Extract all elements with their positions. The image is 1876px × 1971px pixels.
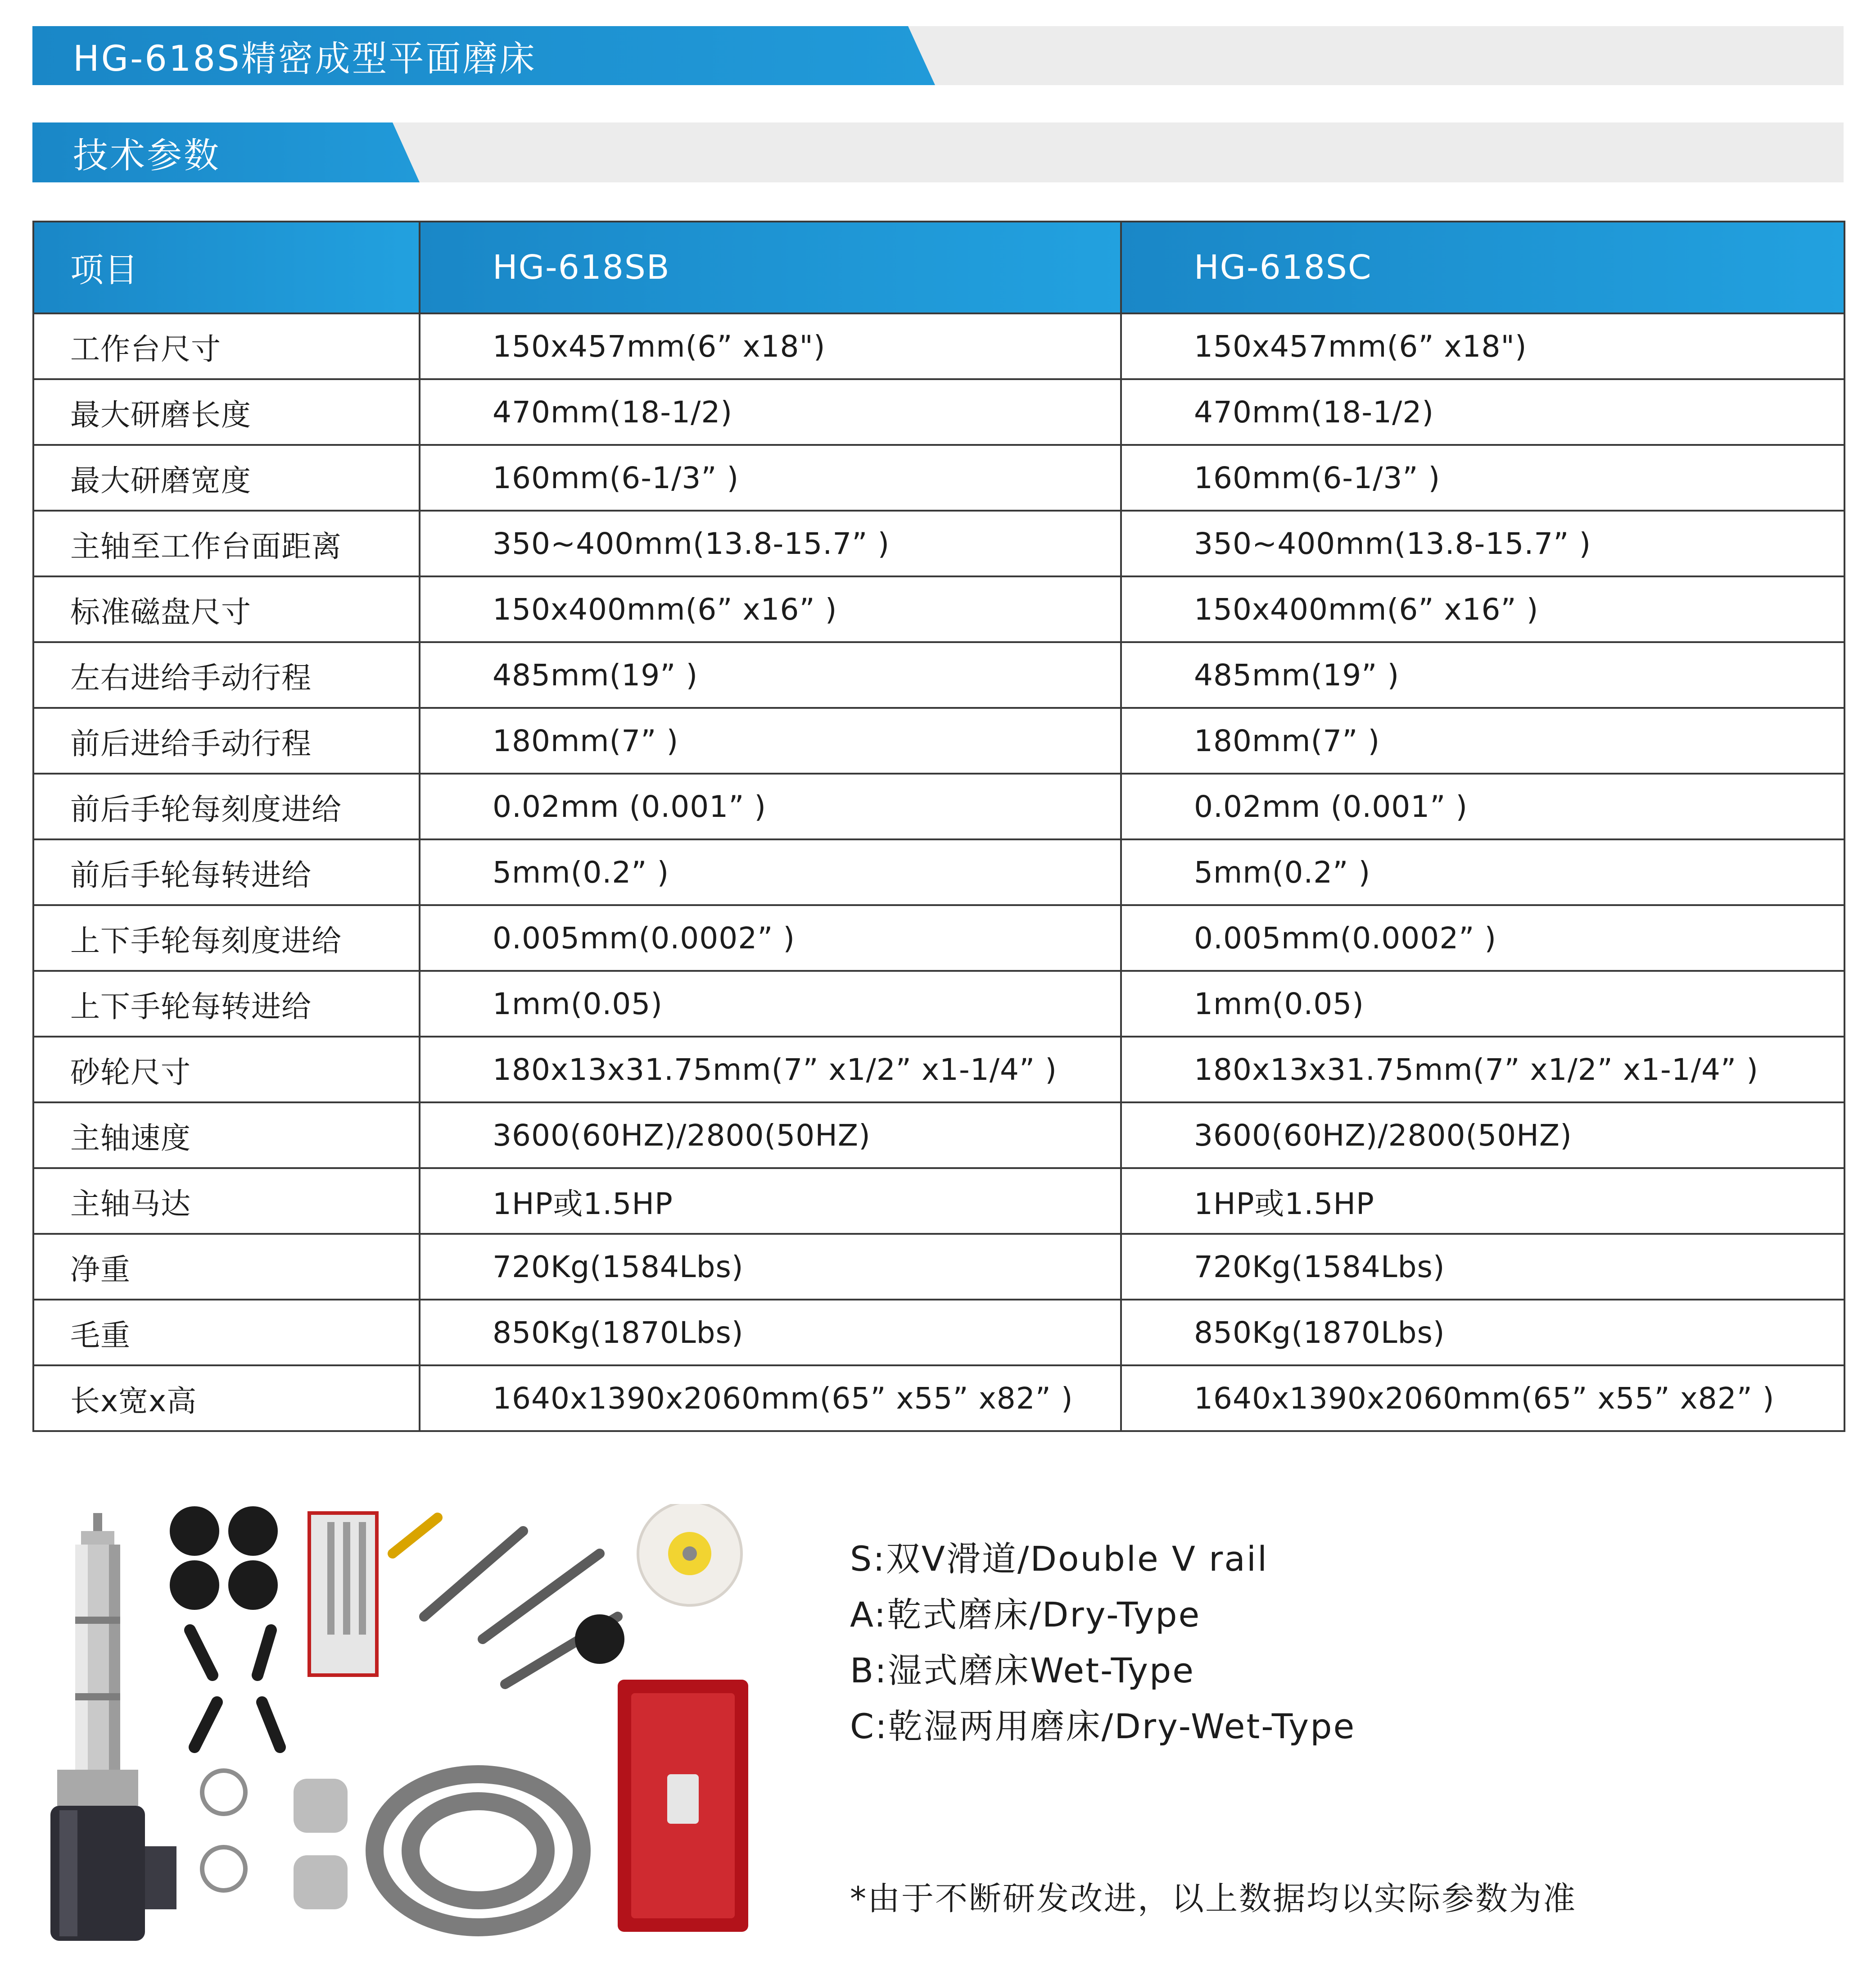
spec-value-sc: 150x457mm(6” x18"): [1121, 313, 1844, 379]
spec-value-sc: 1HP或1.5HP: [1121, 1168, 1844, 1234]
header-item: 项目: [33, 222, 420, 313]
spec-value-sb: 720Kg(1584Lbs): [420, 1234, 1121, 1300]
spec-value-sb: 1HP或1.5HP: [420, 1168, 1121, 1234]
spec-label: 前后手轮每刻度进给: [33, 774, 420, 839]
spec-label: 上下手轮每转进给: [33, 971, 420, 1037]
spec-label: 长x宽x高: [33, 1365, 420, 1431]
hex-key-set: [309, 1513, 377, 1675]
spec-label: 主轴至工作台面距离: [33, 511, 420, 576]
hose-clamps: [202, 1771, 245, 1890]
legend-item: B:湿式磨床Wet-Type: [850, 1650, 1195, 1690]
table-row: [33, 905, 1844, 971]
accessories-photo: [32, 1504, 753, 1959]
spec-value-sb: 3600(60HZ)/2800(50HZ): [420, 1102, 1121, 1168]
title-banner: [32, 26, 1844, 85]
spec-label: 左右进给手动行程: [33, 642, 420, 708]
spec-value-sc: 3600(60HZ)/2800(50HZ): [1121, 1102, 1844, 1168]
spec-value-sb: 850Kg(1870Lbs): [420, 1300, 1121, 1365]
spec-value-sb: 160mm(6-1/3” ): [420, 445, 1121, 511]
spec-label: 工作台尺寸: [33, 313, 420, 379]
spec-value-sc: 350~400mm(13.8-15.7” ): [1121, 511, 1844, 576]
section-title: 技术参数: [73, 135, 221, 176]
spec-label: 主轴马达: [33, 1168, 420, 1234]
spec-table: [32, 221, 1845, 1432]
spec-value-sb: 180mm(7” ): [420, 708, 1121, 774]
spec-value-sb: 1640x1390x2060mm(65” x55” x82” ): [420, 1365, 1121, 1431]
spec-label: 最大研磨长度: [33, 379, 420, 445]
toolbox: [618, 1680, 748, 1932]
spec-value-sc: 485mm(19” ): [1121, 642, 1844, 708]
table-row: [33, 708, 1844, 774]
spec-value-sc: 5mm(0.2” ): [1121, 839, 1844, 905]
spec-value-sc: 180mm(7” ): [1121, 708, 1844, 774]
spec-value-sb: 0.02mm (0.001” ): [420, 774, 1121, 839]
header-model-sc: HG-618SC: [1121, 222, 1844, 313]
wrenches: [393, 1518, 618, 1684]
table-row: [33, 1102, 1844, 1168]
table-row: [33, 576, 1844, 642]
spec-label: 主轴速度: [33, 1102, 420, 1168]
spec-value-sc: 850Kg(1870Lbs): [1121, 1300, 1844, 1365]
spec-value-sb: 470mm(18-1/2): [420, 379, 1121, 445]
spec-label: 砂轮尺寸: [33, 1037, 420, 1102]
table-row: [33, 313, 1844, 379]
spec-value-sb: 350~400mm(13.8-15.7” ): [420, 511, 1121, 576]
section-banner: [32, 122, 1844, 182]
header-model-sb: HG-618SB: [420, 222, 1121, 313]
spec-value-sb: 5mm(0.2” ): [420, 839, 1121, 905]
table-row: [33, 839, 1844, 905]
spec-value-sb: 150x400mm(6” x16” ): [420, 576, 1121, 642]
table-header-row: [33, 222, 1844, 313]
spec-value-sb: 180x13x31.75mm(7” x1/2” x1-1/4” ): [420, 1037, 1121, 1102]
table-row: [33, 1037, 1844, 1102]
spec-label: 上下手轮每刻度进给: [33, 905, 420, 971]
bolts: [190, 1630, 280, 1747]
legend-item: C:乾湿两用磨床/Dry-Wet-Type: [850, 1706, 1356, 1746]
footnote: *由于不断研发改进，以上数据均以实际参数为准: [850, 1880, 1577, 1917]
table-row: [33, 1300, 1844, 1365]
table-row: [33, 1168, 1844, 1234]
table-row: [33, 379, 1844, 445]
spec-label: 标准磁盘尺寸: [33, 576, 420, 642]
grinding-wheel: [638, 1504, 741, 1605]
table-row: [33, 642, 1844, 708]
table-row: [33, 774, 1844, 839]
spec-label: 前后手轮每转进给: [33, 839, 420, 905]
table-row: [33, 1365, 1844, 1431]
table-row: [33, 971, 1844, 1037]
legend-item: A:乾式磨床/Dry-Type: [850, 1595, 1201, 1635]
hose-coil: [375, 1774, 582, 1927]
spec-value-sc: 470mm(18-1/2): [1121, 379, 1844, 445]
spec-value-sc: 1640x1390x2060mm(65” x55” x82” ): [1121, 1365, 1844, 1431]
spec-value-sb: 150x457mm(6” x18"): [420, 313, 1121, 379]
spec-value-sc: 720Kg(1584Lbs): [1121, 1234, 1844, 1300]
table-row: [33, 511, 1844, 576]
spec-label: 最大研磨宽度: [33, 445, 420, 511]
table-row: [33, 445, 1844, 511]
spec-value-sc: 0.005mm(0.0002” ): [1121, 905, 1844, 971]
model-legend: [850, 1531, 1356, 1754]
spec-value-sc: 180x13x31.75mm(7” x1/2” x1-1/4” ): [1121, 1037, 1844, 1102]
spec-value-sb: 1mm(0.05): [420, 971, 1121, 1037]
spec-label: 净重: [33, 1234, 420, 1300]
legend-item: S:双V滑道/Double V rail: [850, 1539, 1269, 1579]
spec-value-sc: 0.02mm (0.001” ): [1121, 774, 1844, 839]
rubber-feet: [170, 1506, 278, 1610]
spec-value-sb: 0.005mm(0.0002” ): [420, 905, 1121, 971]
spindle-motor: [50, 1513, 176, 1941]
spec-value-sb: 485mm(19” ): [420, 642, 1121, 708]
spec-label: 毛重: [33, 1300, 420, 1365]
spec-value-sc: 1mm(0.05): [1121, 971, 1844, 1037]
spec-label: 前后进给手动行程: [33, 708, 420, 774]
table-row: [33, 1234, 1844, 1300]
pipe-fittings: [294, 1779, 348, 1909]
spec-value-sc: 150x400mm(6” x16” ): [1121, 576, 1844, 642]
spec-value-sc: 160mm(6-1/3” ): [1121, 445, 1844, 511]
page-title: HG-618S精密成型平面磨床: [73, 38, 537, 79]
flange-disc: [575, 1614, 624, 1664]
